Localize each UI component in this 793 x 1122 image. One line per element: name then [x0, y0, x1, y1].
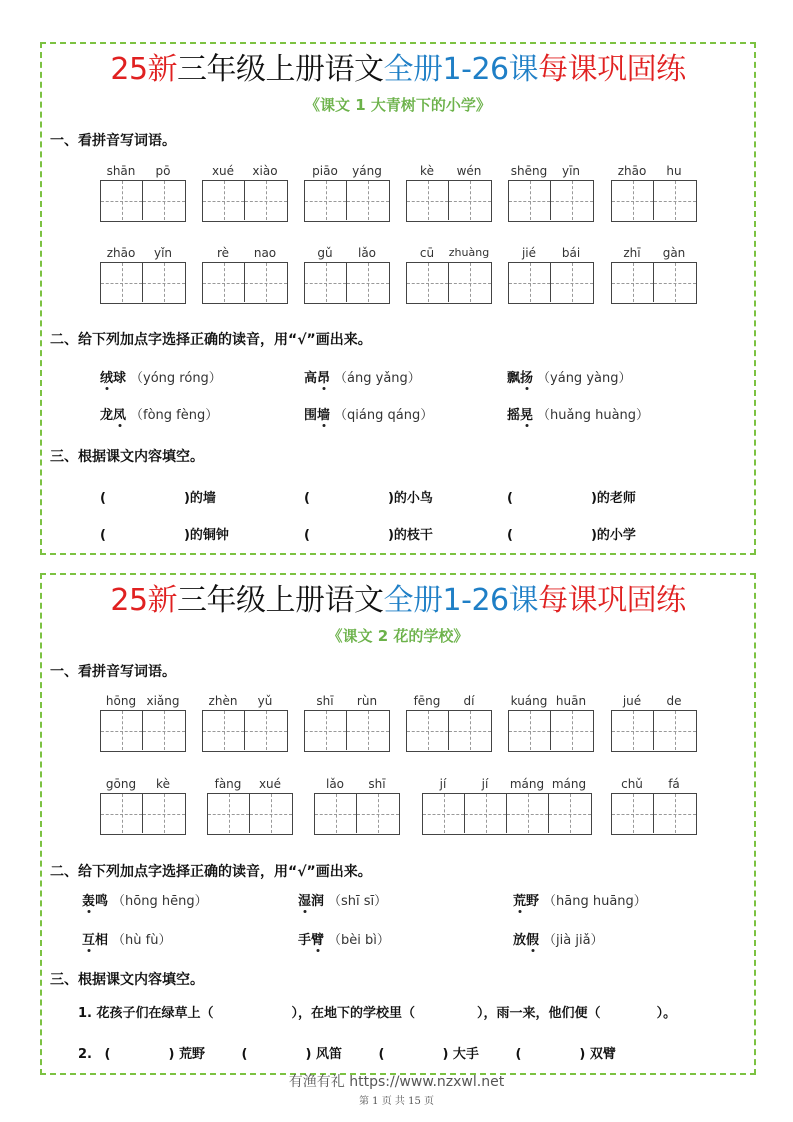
dotted-char: 湿: [298, 890, 311, 909]
reading-options: （hāng huāng）: [543, 894, 647, 909]
pinyin: lǎo: [357, 246, 377, 260]
pinyin: shēng: [510, 164, 548, 178]
pinyin-box-group: [100, 692, 186, 752]
pinyin: huān: [555, 694, 587, 708]
pinyin-box-group: [611, 162, 697, 222]
pinyin: shān: [106, 164, 136, 178]
writing-grid[interactable]: [202, 180, 288, 222]
pinyin-box-group: [314, 775, 400, 835]
writing-grid[interactable]: [406, 180, 492, 222]
pinyin: cū: [419, 246, 435, 260]
pinyin-box-group: [100, 162, 186, 222]
reading-options: （bèi bì）: [328, 933, 390, 948]
pinyin-box-group: [202, 162, 288, 222]
fill-suffix: 的小鸟: [393, 491, 433, 506]
pinyin: dí: [463, 694, 475, 708]
writing-grid[interactable]: [611, 180, 697, 222]
fill-suffix: 的墙: [189, 491, 216, 506]
pinyin-box-group: [100, 775, 186, 835]
fill-suffix: 大手: [452, 1047, 479, 1062]
reading-options: （hōng hēng）: [112, 894, 208, 909]
pinyin: yáng: [352, 164, 382, 178]
writing-grid[interactable]: [508, 180, 594, 222]
reading-choice-item[interactable]: [304, 404, 433, 423]
pinyin: gǔ: [317, 246, 333, 260]
reading-choice-item[interactable]: [82, 890, 208, 909]
fill-suffix: 荒野: [178, 1047, 205, 1062]
section-2-heading: 二、给下列加点字选择正确的读音，用“√”画出来。: [50, 332, 372, 348]
writing-grid[interactable]: [100, 793, 186, 835]
writing-grid[interactable]: [304, 710, 390, 752]
pinyin: jí: [481, 777, 489, 791]
pinyin-box-group: [422, 775, 592, 835]
title-part-2: 三年级上册语文: [177, 52, 384, 87]
pinyin: gōng: [105, 777, 137, 791]
fill-suffix: 的铜钟: [189, 528, 229, 543]
reading-options: （áng yǎng）: [334, 371, 421, 386]
pinyin: fá: [668, 777, 680, 791]
reading-options: （yáng yàng）: [537, 371, 632, 386]
reading-options: （huǎng huàng）: [537, 408, 650, 423]
writing-grid[interactable]: [314, 793, 400, 835]
pinyin-box-group: [611, 775, 697, 835]
sentence-part: 花孩子们在绿草上（: [96, 1006, 214, 1021]
word-char: 野: [526, 894, 540, 909]
fill-sentence-2[interactable]: 2. ( ) 荒野 ( ) 风笛 ( ) 大手 ( ) 双臂: [78, 1047, 616, 1062]
reading-choice-item[interactable]: [100, 367, 222, 386]
title-part-3: 全册1-26课: [383, 52, 539, 87]
pinyin-box-group: [406, 162, 492, 222]
pinyin: nao: [253, 246, 277, 260]
pinyin: yǔ: [257, 694, 273, 708]
dotted-char: 假: [526, 929, 539, 948]
pinyin: xué: [258, 777, 282, 791]
pinyin-box-group: [611, 692, 697, 752]
title-part-1: 25新: [110, 52, 178, 87]
writing-grid[interactable]: [406, 710, 492, 752]
fill-suffix: 双臂: [589, 1047, 616, 1062]
reading-choice-item[interactable]: [82, 929, 171, 948]
pinyin: rè: [216, 246, 230, 260]
pinyin: yǐn: [153, 246, 173, 260]
word-char: 润: [311, 894, 325, 909]
dotted-char: 荒: [513, 890, 526, 909]
fill-blank-item[interactable]: ( )的小学: [507, 528, 636, 543]
reading-choice-item[interactable]: [513, 929, 604, 948]
pinyin: kuáng: [510, 694, 548, 708]
reading-options: （fòng fèng）: [130, 408, 219, 423]
lesson-1-panel: [40, 42, 756, 555]
writing-grid[interactable]: [611, 710, 697, 752]
writing-grid[interactable]: [100, 180, 186, 222]
pinyin: fēng: [413, 694, 441, 708]
fill-suffix: 的枝干: [393, 528, 433, 543]
fill-blank-item[interactable]: ( )的墙: [100, 491, 216, 506]
title-part-3: 全册1-26课: [383, 583, 539, 618]
fill-blank-item[interactable]: ( )的枝干: [304, 528, 433, 543]
writing-grid[interactable]: [508, 262, 594, 304]
reading-choice-item[interactable]: [298, 890, 387, 909]
pinyin-box-group: [207, 775, 293, 835]
reading-options: （shī sī）: [328, 894, 388, 909]
dotted-char: 扬: [520, 367, 533, 386]
writing-grid[interactable]: [304, 180, 390, 222]
lesson-subtitle: 《课文 2 花的学校》: [327, 627, 469, 645]
word-char: 放: [513, 933, 527, 948]
reading-options: （hù fù）: [112, 933, 172, 948]
watermark-site: 有渔有礼 https://www.nzxwl.net: [288, 1074, 505, 1090]
reading-options: （jià jiǎ）: [543, 933, 604, 948]
section-2-heading: 二、给下列加点字选择正确的读音，用“√”画出来。: [50, 864, 372, 880]
word-char: 龙: [100, 408, 114, 423]
fill-sentence-1[interactable]: [78, 1002, 676, 1021]
title-part-4: 每课巩固练: [538, 583, 686, 618]
writing-grid[interactable]: [422, 793, 592, 835]
pinyin-box-group: [406, 244, 492, 304]
reading-choice-item[interactable]: [513, 890, 647, 909]
word-char: 摇: [507, 408, 521, 423]
sentence-part: ），在地下的学校里（: [291, 1006, 416, 1021]
reading-choice-item[interactable]: [304, 367, 421, 386]
title-part-1: 25新: [110, 583, 178, 618]
pinyin: fàng: [214, 777, 242, 791]
pinyin: zhī: [623, 246, 641, 260]
writing-grid[interactable]: [508, 710, 594, 752]
section-1-heading: 一、看拼音写词语。: [50, 664, 176, 680]
item-number: 1.: [78, 1006, 92, 1021]
dotted-char: 晃: [520, 404, 533, 423]
word-char: 手: [298, 933, 312, 948]
writing-grid[interactable]: [406, 262, 492, 304]
title-part-2: 三年级上册语文: [177, 583, 384, 618]
writing-grid[interactable]: [611, 262, 697, 304]
sentence-part: ），雨一来，他们便（: [477, 1006, 601, 1021]
pinyin: jié: [521, 246, 537, 260]
pinyin: de: [666, 694, 682, 708]
worksheet-title: [42, 583, 754, 619]
writing-grid[interactable]: [100, 710, 186, 752]
pinyin-box-group: [611, 244, 697, 304]
pinyin: piāo: [312, 164, 338, 178]
pinyin: xué: [211, 164, 235, 178]
writing-grid[interactable]: [611, 793, 697, 835]
writing-grid[interactable]: [207, 793, 293, 835]
pinyin: hu: [666, 164, 682, 178]
pinyin-box-group: [304, 692, 390, 752]
fill-suffix: 风笛: [315, 1047, 342, 1062]
fill-blank-item[interactable]: ( )的小鸟: [304, 491, 433, 506]
pinyin: zhāo: [617, 164, 647, 178]
pinyin: zhāo: [106, 246, 136, 260]
dotted-char: 臂: [311, 929, 324, 948]
fill-suffix: 的老师: [596, 491, 636, 506]
fill-blank-item[interactable]: ( )的老师: [507, 491, 636, 506]
pinyin-box-group: [508, 692, 594, 752]
pinyin: bái: [561, 246, 581, 260]
dotted-char: 墙: [317, 404, 330, 423]
pinyin-box-group: [508, 162, 594, 222]
dotted-char: 互: [82, 929, 95, 948]
reading-options: （qiáng qáng）: [334, 408, 434, 423]
pinyin-box-group: [304, 162, 390, 222]
pinyin: hōng: [105, 694, 137, 708]
pinyin: máng: [509, 777, 545, 791]
pinyin: pō: [155, 164, 171, 178]
item-number: 2.: [78, 1047, 92, 1062]
pinyin: shī: [316, 694, 334, 708]
word-char: 球: [113, 371, 127, 386]
reading-options: （yóng róng）: [130, 371, 222, 386]
word-char: 高: [304, 371, 318, 386]
pinyin: zhèn: [208, 694, 238, 708]
word-char: 鸣: [95, 894, 109, 909]
worksheet-title: [42, 52, 754, 88]
pinyin: wén: [456, 164, 482, 178]
pinyin: kè: [156, 777, 170, 791]
section-1-heading: 一、看拼音写词语。: [50, 133, 176, 149]
dotted-char: 绒: [100, 367, 113, 386]
writing-grid[interactable]: [202, 262, 288, 304]
word-char: 相: [95, 933, 109, 948]
pinyin: rùn: [356, 694, 378, 708]
writing-grid[interactable]: [304, 262, 390, 304]
pinyin: máng: [551, 777, 587, 791]
pinyin: kè: [420, 164, 434, 178]
pinyin: yīn: [561, 164, 581, 178]
pinyin-box-group: [202, 692, 288, 752]
lesson-subtitle: 《课文 1 大青树下的小学》: [305, 96, 491, 114]
pinyin: xiǎng: [146, 694, 180, 708]
reading-choice-item[interactable]: [507, 367, 631, 386]
pinyin-box-group: [304, 244, 390, 304]
section-3-heading: 三、根据课文内容填空。: [50, 972, 204, 988]
pinyin: shī: [368, 777, 386, 791]
dotted-char: 昂: [317, 367, 330, 386]
reading-choice-item[interactable]: [298, 929, 390, 948]
writing-grid[interactable]: [202, 710, 288, 752]
dotted-char: 凤: [113, 404, 126, 423]
pinyin-box-group: [100, 244, 186, 304]
dotted-char: 轰: [82, 890, 95, 909]
pinyin: gàn: [662, 246, 686, 260]
pinyin: jué: [622, 694, 642, 708]
pinyin-box-group: [508, 244, 594, 304]
sentence-part: ）。: [656, 1006, 677, 1021]
writing-grid[interactable]: [100, 262, 186, 304]
pinyin: xiào: [252, 164, 278, 178]
pinyin: jí: [439, 777, 447, 791]
lesson-2-panel: [40, 573, 756, 1075]
pinyin-box-group: [406, 692, 492, 752]
word-char: 围: [304, 408, 318, 423]
title-part-4: 每课巩固练: [538, 52, 686, 87]
fill-blank-item[interactable]: ( )的铜钟: [100, 528, 229, 543]
pinyin-box-group: [202, 244, 288, 304]
reading-choice-item[interactable]: [507, 404, 649, 423]
page-indicator: 第 1 页 共 15 页: [359, 1096, 434, 1107]
pinyin: zhuàng: [448, 246, 490, 259]
pinyin: chǔ: [621, 777, 643, 791]
pinyin: lǎo: [325, 777, 345, 791]
section-3-heading: 三、根据课文内容填空。: [50, 449, 204, 465]
word-char: 飘: [507, 371, 521, 386]
fill-suffix: 的小学: [596, 528, 636, 543]
reading-choice-item[interactable]: [100, 404, 218, 423]
